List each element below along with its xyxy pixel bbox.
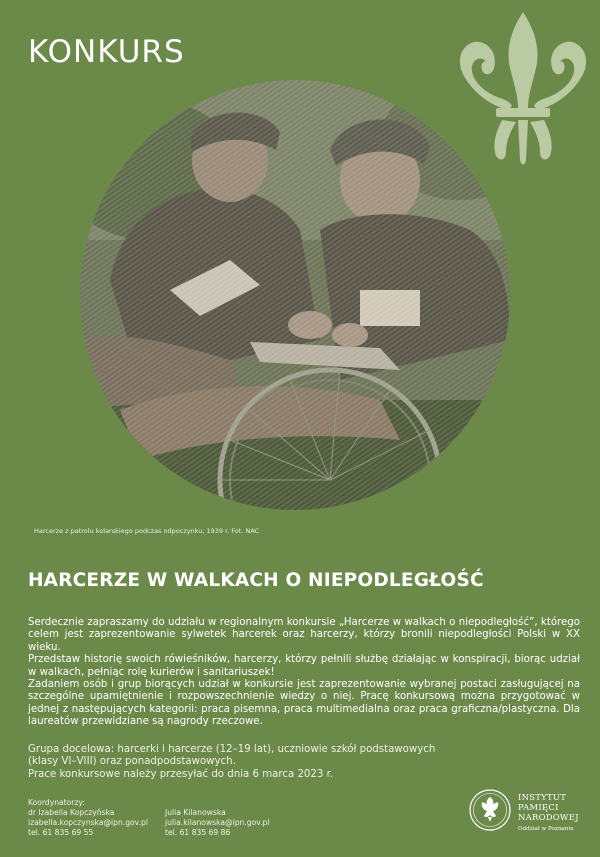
- coordinator-email[interactable]: julia.kilanowska@ipn.gov.pl: [165, 818, 270, 827]
- target-group-info: [28, 744, 588, 781]
- ipn-logo-text: [518, 792, 579, 823]
- target-line: Grupa docelowa: harcerki i harcerze (12–19 lat), uczniowie szkół podstawowych: [28, 744, 436, 755]
- intro-paragraph: Serdecznie zapraszamy do udziału w regionalnym konkursie „Harcerze w walkach o niepodległość”, którego celem jest zaprezentowanie sylwetek harcerek oraz harcerzy, którzy bronili niepodległości Polski w XX wieku.: [28, 617, 580, 653]
- coordinator-phone: tel. 61 835 69 55: [28, 828, 94, 837]
- coordinator-2: [165, 808, 270, 838]
- page-title: KONKURS: [28, 34, 185, 70]
- coordinators-label: Koordynatorzy:: [28, 798, 85, 807]
- photo-caption: Harcerze z patrolu kolarskiego podczas odpoczynku, 1939 r. Fot. NAC: [34, 527, 260, 535]
- logo-line: PAMIĘCI: [518, 802, 559, 813]
- coordinator-phone: tel. 61 835 69 86: [165, 828, 231, 837]
- deadline-line: Prace konkursowe należy przesyłać do dnia 6 marca 2023 r.: [28, 768, 334, 780]
- coordinator-name: dr Izabella Kopczyńska: [28, 808, 115, 817]
- coordinator-email[interactable]: izabella.kopczynska@ipn.gov.pl: [28, 818, 148, 827]
- intro-paragraph: Zadaniem osób i grup biorących udział w konkursie jest zaprezentowanie wybranej postaci zasługującej na szczególne upamiętnienie i rozpowszechnienie wiedzy o niej. Pracę konkursową można przygotować w jednej z następujących kategorii: praca pisemna, praca multimedialna oraz praca graficzna/plastyczna. Dla laureatów przewidziane są nagrody rzeczowe.: [28, 679, 580, 728]
- ipn-branch: Oddział w Poznaniu: [518, 826, 574, 832]
- target-line: (klasy VI–VIII) oraz ponadpodstawowych.: [28, 756, 236, 768]
- headline: HARCERZE W WALKACH O NIEPODLEGŁOŚĆ: [28, 570, 484, 591]
- intro-paragraph: Przedstaw historię swoich rówieśników, harcerzy, którzy pełnili służbę działając w konspiracji, biorąc udział w walkach, pełniąc rolę kurierów i sanitariuszek!: [28, 654, 580, 678]
- coordinator-1: [28, 798, 148, 838]
- coordinator-name: Julia Kilanowska: [165, 808, 226, 817]
- logo-line: NARODOWEJ: [518, 812, 579, 823]
- fleur-de-lis-icon: [452, 10, 594, 170]
- intro-text: [28, 617, 580, 729]
- historical-photo: [80, 80, 510, 510]
- logo-line: INSTYTUT: [518, 792, 567, 802]
